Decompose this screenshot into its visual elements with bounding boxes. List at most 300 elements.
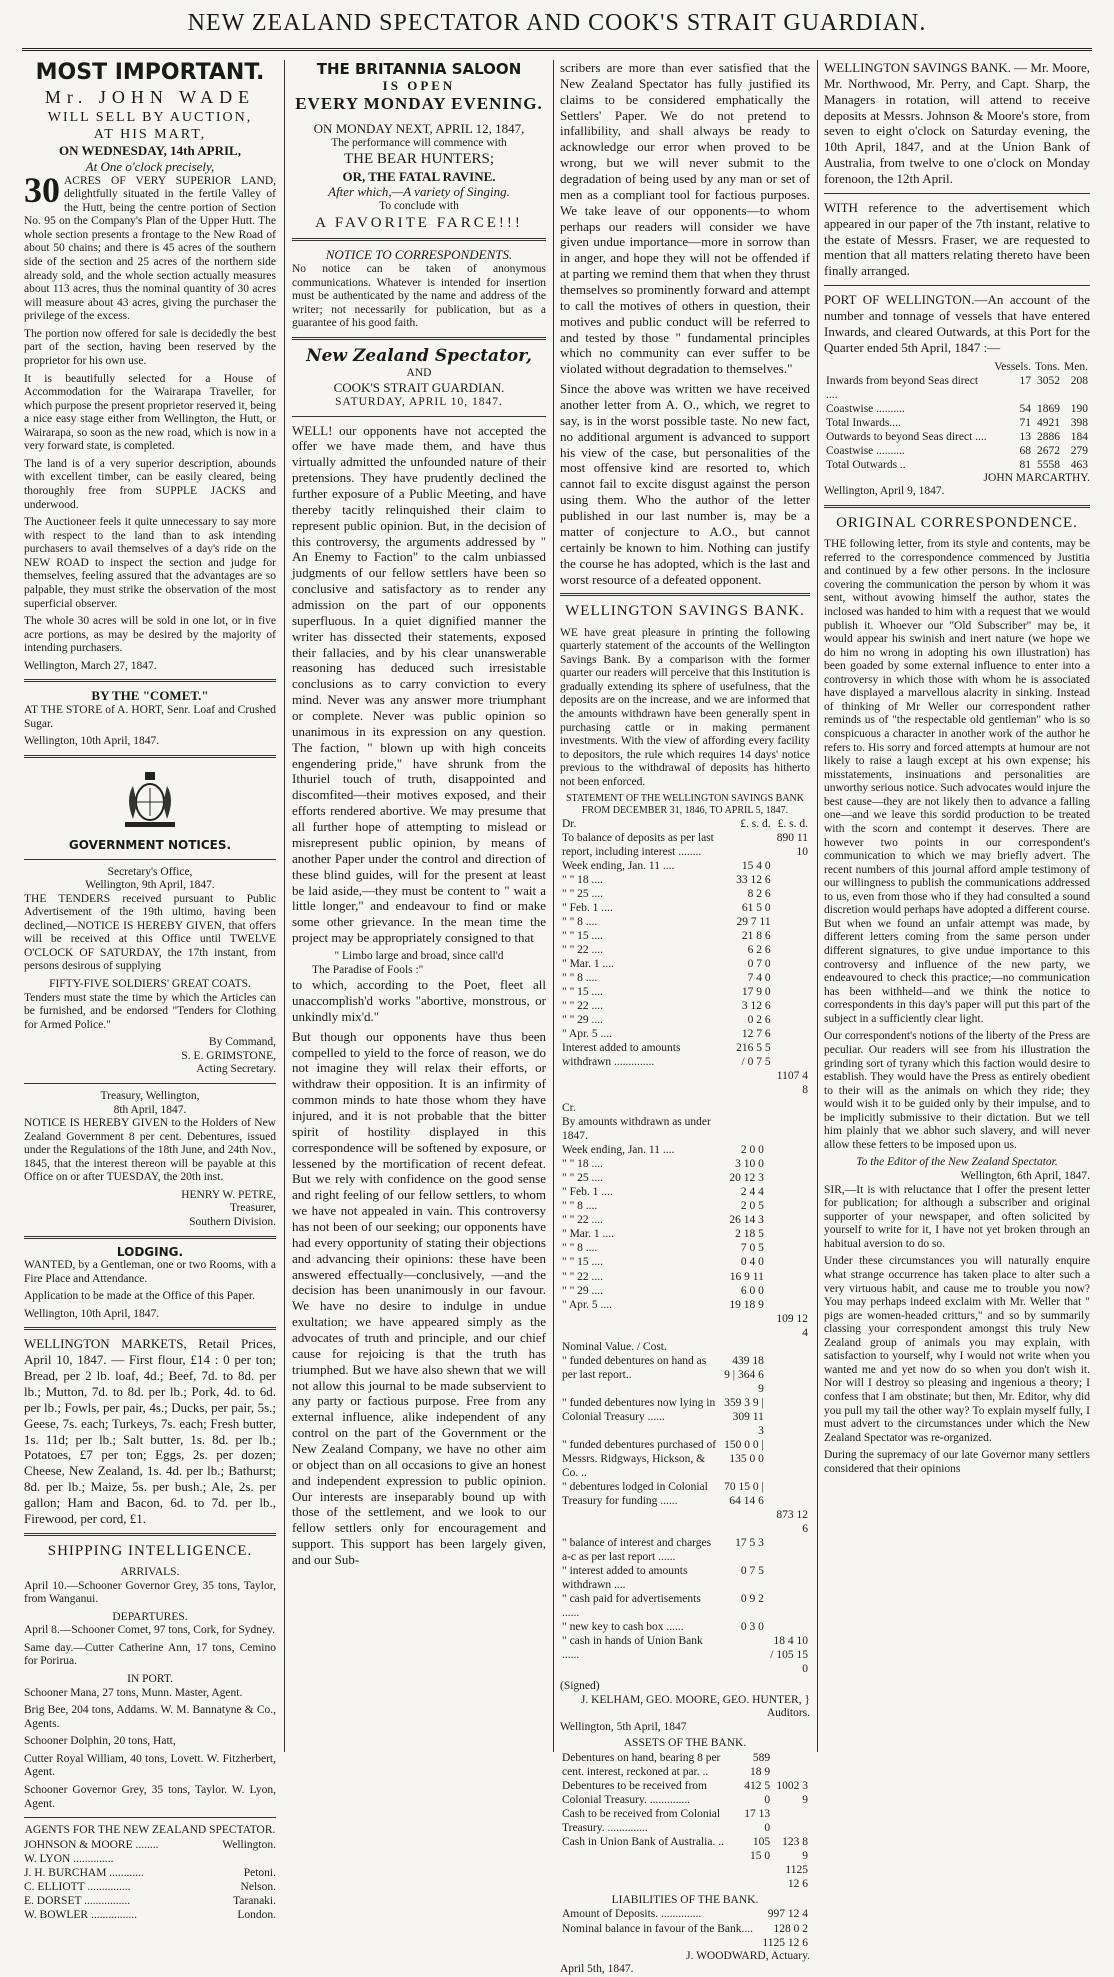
table-row bbox=[560, 1835, 810, 1863]
table-row bbox=[824, 402, 1090, 416]
gov-notice-from: Treasury, Wellington, bbox=[100, 1089, 200, 1102]
row-total: 1125 12 6 bbox=[785, 1863, 808, 1890]
row-label: " " 18 .... bbox=[562, 874, 604, 887]
row-label: Outwards to beyond Seas direct .... bbox=[826, 430, 987, 443]
comet-date: Wellington, 10th April, 1847. bbox=[24, 735, 160, 748]
row-value: 0 2 6 bbox=[747, 1014, 771, 1027]
auction-line: AT HIS MART, bbox=[93, 126, 207, 142]
table-row bbox=[824, 458, 1090, 472]
table-row bbox=[560, 1213, 810, 1227]
row-total bbox=[773, 985, 810, 999]
departures-heading: DEPARTURES. bbox=[112, 1610, 188, 1623]
bank-text: WE have great pleasure in printing the following quarterly statement of the accounts of the Wellington Savings Bank. By a comparison with the former quarter our readers will perceive that this Institution is gradually extending its sphere of usefulness, that the deposits are on the increase, and we are informed that the amounts withdrawn have been generally spent in purchasing cattle or in making permanent investments. With the view of affording every facility to depositors, the rule which requires 14 days' notice previous to the withdrawal of deposits has hitherto not been enforced. bbox=[560, 626, 810, 788]
row-label: Nominal balance in favour of the Bank.... bbox=[562, 1922, 753, 1935]
row-total bbox=[773, 1013, 810, 1027]
row-total bbox=[772, 1751, 810, 1779]
table-row bbox=[560, 985, 810, 999]
signed-label: (Signed) bbox=[560, 1679, 600, 1692]
row-label: " balance of interest and charges a-c as per last report ...... bbox=[562, 1536, 712, 1563]
table-row bbox=[560, 1863, 810, 1891]
row-label: " " 15 .... bbox=[562, 986, 604, 999]
row-label: " " 29 .... bbox=[562, 1014, 604, 1027]
row-label: " Feb. 1 .... bbox=[562, 902, 613, 915]
row-label: Week ending, Jan. 11 .... bbox=[562, 1144, 675, 1157]
row-value: 29 7 11 bbox=[736, 916, 771, 929]
row-total bbox=[766, 1284, 810, 1298]
row-value: 17 5 3 bbox=[735, 1536, 764, 1549]
row-label: " " 8 .... bbox=[562, 1242, 598, 1255]
masthead-rule bbox=[22, 48, 1092, 51]
column-divider bbox=[817, 60, 818, 1752]
column-header: Tons. bbox=[1034, 360, 1061, 373]
auction-paragraph: The land is of a very superior description, abounds with excellent timber, can be easily cleared, being thoroughly free from SUPPLE JACKS and underwood. bbox=[24, 457, 276, 511]
row-label: " " 8 .... bbox=[562, 972, 598, 985]
row-label: " Feb. 1 .... bbox=[562, 1186, 613, 1199]
row-total bbox=[773, 971, 810, 985]
shipping-heading: SHIPPING INTELLIGENCE. bbox=[47, 1542, 253, 1559]
row-total bbox=[773, 873, 810, 887]
row-total: 873 12 6 bbox=[776, 1508, 808, 1535]
auction-time: At One o'clock precisely, bbox=[85, 158, 215, 174]
row-value bbox=[722, 1340, 766, 1354]
table-row bbox=[560, 1438, 810, 1480]
row-total: 128 0 2 bbox=[773, 1922, 808, 1935]
table-row bbox=[560, 1185, 810, 1199]
row-label: " debentures lodged in Colonial Treasury for funding ...... bbox=[562, 1480, 708, 1507]
gov-notices-heading: GOVERNMENT NOTICES. bbox=[68, 837, 232, 852]
row-label: Dr. bbox=[562, 818, 577, 830]
row-label bbox=[560, 1936, 756, 1950]
lodging-text: Application to be made at the Office of this Paper. bbox=[24, 1290, 255, 1303]
table-row bbox=[560, 1298, 810, 1312]
port-signature: JOHN MARCARTHY. bbox=[983, 471, 1090, 484]
table-row bbox=[560, 1101, 810, 1115]
editorial-continued: Since the above was written we have received another letter from A. O., which, we regret to say, is in the worst possible taste. No new fact, no additional argument is advanced to support his view of the case, but personalities of the most offensive kind are resorted to, which cannot fail to excite disgust against the person using them. Who the author of the letter published in our last number is, may be a matter of conjecture to A.O., but cannot certainly be known to him. Nothing can justify the course he has adopted, which is the last and worst resource of a defeated opponent. bbox=[560, 381, 810, 587]
table-row bbox=[560, 1255, 810, 1269]
assets-heading: ASSETS OF THE BANK. bbox=[623, 1737, 747, 1750]
agent-name: W. BOWLER ................ bbox=[24, 1908, 137, 1921]
row-label: To balance of deposits as per last report, including interest ........ bbox=[562, 832, 714, 859]
row-label: Debentures on hand, bearing 8 per cent. interest, reckoned at par. .. bbox=[562, 1751, 721, 1778]
correspondence-text: Our correspondent's notions of the liberty of the Press are peculiar. Our readers will see from his illustration the grinding sort of tyrany which this faction would desire to establish. They would have the Press as entirely obedient to their will as the animals on which they ride; they would wish it to be guided only by their impulse, and to be implicitly submissive to their dictation. But we tell him plainly that we abhor such slavery, and will never allow these fetters to be imposed upon us. bbox=[824, 1030, 1090, 1151]
agent-place: Nelson. bbox=[240, 1880, 276, 1893]
agent-row bbox=[24, 1880, 276, 1894]
row-total: 1125 12 6 bbox=[762, 1936, 808, 1949]
auction-heading: MOST IMPORTANT. bbox=[35, 60, 265, 85]
row-value: 2 0 0 bbox=[740, 1144, 764, 1157]
row-total bbox=[766, 1227, 810, 1241]
row-value: 68 bbox=[1019, 444, 1031, 457]
auction-line: WILL SELL BY AUCTION, bbox=[47, 109, 253, 125]
row-label: " " 22 .... bbox=[562, 1270, 604, 1283]
row-value: 81 bbox=[1019, 458, 1031, 471]
row-total bbox=[766, 1213, 810, 1227]
gov-notice-text: Tenders must state the time by which the Articles can be furnished, and be endorsed "Tenders for Clothing for Armed Police." bbox=[24, 991, 276, 1031]
row-value bbox=[722, 1312, 766, 1340]
row-value: 17 bbox=[1019, 374, 1031, 387]
row-label: Debentures to be received from Colonial Treasury. .............. bbox=[562, 1779, 707, 1806]
row-value: 589 18 9 bbox=[749, 1751, 771, 1778]
row-total: 1107 4 8 bbox=[776, 1070, 808, 1097]
table-row bbox=[560, 1270, 810, 1284]
table-row bbox=[560, 859, 810, 873]
editorial-text: to which, according to the Poet, fleet all unaccomplish'd works "abortive, monstrous, or unkindly mix'd." bbox=[292, 977, 546, 1024]
in-port-heading: IN PORT. bbox=[127, 1673, 173, 1685]
row-total bbox=[766, 1241, 810, 1255]
statement-heading: STATEMENT OF THE WELLINGTON SAVINGS BANK FROM DECEMBER 31, 1846, TO APRIL 5, 1847. bbox=[565, 793, 804, 817]
row-label: " new key to cash box ...... bbox=[562, 1620, 684, 1633]
table-row bbox=[560, 1396, 810, 1438]
row-value: 208 bbox=[1070, 374, 1088, 387]
row-value: 17 9 0 bbox=[741, 986, 771, 999]
table-row bbox=[560, 1634, 810, 1676]
row-total bbox=[766, 1340, 810, 1354]
row-total bbox=[766, 1270, 810, 1284]
row-value: 19 18 9 bbox=[729, 1298, 764, 1311]
row-value: 20 12 3 bbox=[729, 1172, 764, 1185]
table-row bbox=[560, 1041, 810, 1069]
agent-name: J. H. BURCHAM ............ bbox=[24, 1866, 144, 1879]
row-label: " Mar. 1 .... bbox=[562, 958, 614, 971]
agent-name: C. ELLIOTT ............... bbox=[24, 1880, 131, 1893]
row-label: Cash to be received from Colonial Treasury. .............. bbox=[562, 1807, 721, 1834]
row-total bbox=[773, 901, 810, 915]
gov-notice-date: 8th April, 1847. bbox=[113, 1103, 187, 1116]
agent-row bbox=[24, 1838, 276, 1852]
table-row bbox=[560, 1751, 810, 1779]
row-total bbox=[773, 943, 810, 957]
table-row bbox=[560, 901, 810, 915]
row-value: 1869 bbox=[1037, 402, 1061, 415]
saloon-open: IS OPEN bbox=[382, 78, 456, 94]
row-total bbox=[766, 1298, 810, 1312]
row-label: " " 29 .... bbox=[562, 1284, 604, 1297]
row-total bbox=[766, 1143, 810, 1157]
row-value bbox=[722, 1101, 766, 1115]
row-label bbox=[560, 1863, 740, 1891]
row-label: Amount of Deposits. .............. bbox=[562, 1908, 702, 1921]
row-value: 21 8 6 bbox=[741, 930, 771, 943]
row-label: " " 25 .... bbox=[562, 1172, 604, 1185]
markets-text: WELLINGTON MARKETS, Retail Prices, April 10, 1847. — First flour, £14 : 0 per ton; Bread, per 2 lb. loaf, 4d.; Beef, 7d. to 8d. per lb.; Mutton, 7d. to 8d. per lb.; Pork, 4d. to 6d. per lb.; Fowls, per pair, 4s.; Ducks, per pair, 5s.; Geese, 7s. each; Turkeys, 7s. each; Fresh butter, 1s. 11d; per lb.; Salt butter, 1s. 8d. per lb.; Potatoes, £7 per ton; Eggs, 2s. per dozen; Cheese, New Zealand, 1s. 4d. per lb.; Bathurst; 8d. per lb.; Maize, 5s. per bush.; Ale, 2s. per gallon; Ham and Bacon, 6d. to 7d. per lb., Firewood, per cord, £1. bbox=[24, 1336, 276, 1526]
column-2 bbox=[292, 60, 546, 1752]
gov-notice-date: Wellington, 9th April, 1847. bbox=[85, 879, 215, 892]
row-value: 0 7 0 bbox=[747, 958, 771, 971]
row-value: 13 bbox=[1019, 430, 1031, 443]
saloon-line: THE BEAR HUNTERS; bbox=[344, 151, 494, 168]
comet-text: AT THE STORE of A. HORT, Senr. Loaf and Crushed Sugar. bbox=[24, 704, 276, 730]
row-total: £. s. d. bbox=[777, 818, 808, 830]
auctioneer-name: Mr. JOHN WADE bbox=[44, 86, 256, 107]
table-row bbox=[560, 929, 810, 943]
row-value: 105 15 0 bbox=[749, 1835, 771, 1862]
row-label bbox=[560, 1508, 722, 1536]
row-total bbox=[766, 1171, 810, 1185]
table-row bbox=[560, 1807, 810, 1835]
row-total bbox=[766, 1438, 810, 1480]
row-total bbox=[773, 915, 810, 929]
notice-text: No notice can be taken of anonymous communications. Whatever is intended for insertion must be authenticated by the name and address of the writer; not necessarily for publication, but as a guarantee of his good faith. bbox=[292, 263, 546, 330]
row-label: " " 15 .... bbox=[562, 930, 604, 943]
row-value: 0 3 0 bbox=[740, 1620, 764, 1633]
row-total bbox=[766, 1115, 810, 1143]
arrivals-heading: ARRIVALS. bbox=[120, 1566, 180, 1579]
in-port-entry: Cutter Royal William, 40 tons, Lovett. W. Fitzherbert, Agent. bbox=[24, 1752, 276, 1779]
row-total bbox=[773, 957, 810, 971]
row-label: " Apr. 5 .... bbox=[562, 1298, 613, 1311]
auction-date: ON WEDNESDAY, 14th APRIL, bbox=[59, 142, 241, 158]
departure-entry: April 8.—Schooner Comet, 97 tons, Cork, for Sydney. bbox=[24, 1624, 275, 1637]
table-row bbox=[560, 1508, 810, 1536]
agent-row bbox=[24, 1866, 276, 1880]
table-row bbox=[824, 374, 1090, 402]
masthead: NEW ZEALAND SPECTATOR AND COOK'S STRAIT GUARDIAN. bbox=[187, 10, 927, 36]
row-label: " " 15 .... bbox=[562, 1256, 604, 1269]
port-text: PORT OF WELLINGTON.—An account of the number and tonnage of vessels that have entered Inwards, and cleared Outwards, at this Port for the Quarter ended 5th April, 1847 :— bbox=[824, 292, 1090, 355]
agent-place: Taranaki. bbox=[233, 1894, 276, 1907]
row-label: Coastwise .......... bbox=[826, 444, 905, 457]
row-label: " funded debentures on hand as per last report.. bbox=[562, 1354, 707, 1381]
table-row bbox=[560, 1241, 810, 1255]
table-row bbox=[560, 1936, 810, 1950]
row-label: " " 22 .... bbox=[562, 1214, 604, 1227]
royal-crest-icon bbox=[105, 764, 195, 834]
row-label: Cr. bbox=[562, 1102, 576, 1115]
row-value: 7 0 5 bbox=[740, 1242, 764, 1255]
row-value: 0 7 5 bbox=[740, 1564, 764, 1577]
row-total: 997 12 4 bbox=[767, 1908, 808, 1921]
row-value: £. s. d. bbox=[740, 818, 771, 830]
port-table bbox=[824, 360, 1090, 472]
row-total: 109 12 4 bbox=[776, 1312, 808, 1339]
row-total bbox=[766, 1592, 810, 1620]
column-1 bbox=[24, 60, 276, 1921]
row-value: 2 18 5 bbox=[735, 1228, 764, 1241]
row-label bbox=[560, 1069, 728, 1097]
row-total bbox=[766, 1157, 810, 1171]
row-label: Total Outwards .. bbox=[826, 458, 906, 471]
liabilities-heading: LIABILITIES OF THE BANK. bbox=[611, 1893, 759, 1906]
editorial-text: WELL! our opponents have not accepted the offer we have made them, and have thus virtually admitted the unfounded nature of their pretensions. They have prudently declined the further exposure of a Public Meeting, and have thereby tacitly relinquished their claim to represent public opinion. But, in the decision of this controversy, the arguments addressed by " An Enemy to Faction" to the calm unbiassed judgments of our fellow settlers have been so conclusive and satisfactory as to render any admission on the part of our opponents superfluous. In a quiet dignified manner the writer has dissected their statements, exposed their fallacies, and by his clear unanswerable reasoning has deduced such irresistable conclusions as to carry conviction to every mind. Never was any answer more triumphant or complete. Never was public opinion so unanimous in its expression on any question. The faction, " blown up with high conceits engendering pride," have shrunk from the Ithuriel touch of truth, disappointed and discomfited—their motives exposed, and their efforts rendered abortive. We may presume that all further hope of attempting to mislead or misrepresent public opinion, by means of another Paper under the control and direction of these blind guides, will for the present at least be laid aside,—they must be content to " wait a little longer," and endeavour to find or make some other grievance. In the mean time the project may be appropriately consigned to that bbox=[292, 422, 546, 946]
row-total bbox=[766, 1620, 810, 1634]
row-total bbox=[773, 929, 810, 943]
saloon-line: To conclude with bbox=[379, 200, 459, 213]
table-row bbox=[560, 1536, 810, 1564]
row-value bbox=[722, 1508, 766, 1536]
row-label: Nominal Value. / Cost. bbox=[562, 1340, 667, 1353]
gov-notice-text: NOTICE IS HEREBY GIVEN to the Holders of New Zealand Government 8 per cent. Debentures, issued under the Regulations of the 18th June, and 24th Nov., 1845, that the interest thereon will be payable at this Office on or after TUESDAY, the 20th inst. bbox=[24, 1117, 276, 1184]
row-value: 463 bbox=[1070, 458, 1088, 471]
table-row bbox=[560, 831, 810, 859]
table-row bbox=[560, 1922, 810, 1936]
in-port-entry: Schooner Mana, 27 tons, Munn. Master, Agent. bbox=[24, 1686, 243, 1699]
row-total: 1002 3 9 bbox=[776, 1779, 808, 1806]
row-total bbox=[766, 1185, 810, 1199]
table-row bbox=[560, 1480, 810, 1508]
gov-notice-signature: HENRY W. PETRE, bbox=[181, 1188, 276, 1201]
table-row bbox=[560, 1354, 810, 1396]
table-row bbox=[560, 1171, 810, 1185]
gov-notice-item: FIFTY-FIVE SOLDIERS' GREAT COATS. bbox=[49, 978, 251, 991]
saloon-heading: THE BRITANNIA SALOON bbox=[316, 60, 522, 78]
row-value: 216 5 5 / 0 7 5 bbox=[736, 1042, 771, 1069]
gov-notice-role: Southern Division. bbox=[189, 1216, 276, 1229]
debit-table bbox=[560, 817, 810, 1097]
auction-paragraph: The Auctioneer feels it quite unnecessary to say more with respect to the land than to ask intending purchasers to avail themselves of a day's ride on the NEW ROAD to inspect the section and judge for themselves, feeling assured that the advantages are so palpable, they must strike the observation of the most superficial observer. bbox=[24, 516, 276, 610]
saloon-line: After which,—A variety of Singing. bbox=[328, 184, 510, 200]
row-value: 279 bbox=[1070, 444, 1088, 457]
row-total bbox=[766, 1354, 810, 1396]
gov-notice-from: Secretary's Office, bbox=[107, 865, 193, 878]
paper-date: SATURDAY, APRIL 10, 1847. bbox=[335, 396, 503, 409]
row-label: " " 8 .... bbox=[562, 1200, 598, 1213]
table-row bbox=[560, 1199, 810, 1213]
row-value: 0 4 0 bbox=[740, 1256, 764, 1269]
row-label: " funded debentures purchased of Messrs. Ridgways, Hickson, & Co. .. bbox=[562, 1438, 717, 1479]
agent-place: London. bbox=[237, 1908, 276, 1921]
row-value bbox=[722, 1115, 766, 1143]
agent-row bbox=[24, 1908, 276, 1922]
row-label: " funded debentures now lying in Colonial Treasury ...... bbox=[562, 1396, 716, 1423]
row-label bbox=[560, 1312, 722, 1340]
row-value: 5558 bbox=[1037, 458, 1061, 471]
row-value bbox=[728, 1069, 772, 1097]
notice-heading: NOTICE TO CORRESPONDENTS. bbox=[325, 247, 513, 263]
row-total bbox=[766, 1396, 810, 1438]
lodging-date: Wellington, 10th April, 1847. bbox=[24, 1307, 160, 1320]
arrival-entry: April 10.—Schooner Governor Grey, 35 tons, Taylor, from Wanganui. bbox=[24, 1579, 276, 1606]
row-value: 26 14 3 bbox=[729, 1214, 764, 1227]
auction-paragraph: It is beautifully selected for a House of Accommodation for the Wairarapa Traveller, for which purpose the present proprietor reserved it, being a nice easy stage either from Wellington, the Hutt, or Wairarapa, so soon as the new road, which is now in a very forward state, is completed. bbox=[24, 372, 276, 453]
column-4 bbox=[824, 60, 1090, 1752]
row-value: 70 15 0 | 64 14 6 bbox=[724, 1480, 764, 1507]
table-row bbox=[560, 957, 810, 971]
row-value: 8 2 6 bbox=[747, 888, 771, 901]
comet-heading: BY THE "COMET." bbox=[91, 688, 209, 704]
table-row bbox=[560, 1069, 810, 1097]
row-total bbox=[766, 1255, 810, 1269]
table-row bbox=[560, 1592, 810, 1620]
saloon-every: EVERY MONDAY EVENING. bbox=[295, 94, 543, 114]
saloon-line: ON MONDAY NEXT, APRIL 12, 1847, bbox=[313, 120, 525, 136]
bank-heading: WELLINGTON SAVINGS BANK. bbox=[565, 603, 805, 620]
row-value: 71 bbox=[1019, 416, 1031, 429]
fraser-notice: WITH reference to the advertisement which appeared in our paper of the 7th instant, relative to the estate of Messrs. Fraser, we are requested to mention that all matters relating thereto have been finally arranged. bbox=[824, 199, 1090, 279]
agent-name: W. LYON .............. bbox=[24, 1852, 114, 1865]
port-date: Wellington, April 9, 1847. bbox=[824, 485, 945, 498]
row-label: Week ending, Jan. 11 .... bbox=[562, 860, 675, 873]
row-value: 15 4 0 bbox=[741, 860, 771, 873]
row-value: 6 2 6 bbox=[747, 944, 771, 957]
table-header-row bbox=[824, 360, 1090, 374]
letter-text: SIR,—It is with reluctance that I offer the present letter for publication; for although a subscriber and original supporter of your newspaper, and often solicited by yourself to write for it, I have not yet broken through an habitual aversion to do so. bbox=[824, 1183, 1090, 1250]
row-label: Interest added to amounts withdrawn .............. bbox=[562, 1042, 681, 1069]
row-value: 190 bbox=[1070, 402, 1088, 415]
table-row bbox=[560, 873, 810, 887]
table-row bbox=[560, 817, 810, 831]
credit-table bbox=[560, 1101, 810, 1676]
paper-name-2: COOK'S STRAIT GUARDIAN. bbox=[333, 380, 505, 396]
row-total bbox=[773, 859, 810, 873]
row-total bbox=[773, 1027, 810, 1041]
row-total: 890 11 10 bbox=[776, 832, 808, 859]
row-value: 439 18 9 | 364 6 9 bbox=[724, 1354, 764, 1395]
row-total: 18 4 10 / 105 15 0 bbox=[770, 1634, 808, 1675]
lodging-heading: LODGING. bbox=[116, 1244, 184, 1259]
gov-notice-by: By Command, bbox=[208, 1036, 276, 1049]
row-label: " " 18 .... bbox=[562, 1158, 604, 1171]
agent-row bbox=[24, 1894, 276, 1908]
row-total bbox=[766, 1480, 810, 1508]
correspondence-heading: ORIGINAL CORRESPONDENCE. bbox=[836, 514, 1078, 531]
paper-and: AND bbox=[406, 366, 432, 379]
row-label: " " 8 .... bbox=[562, 916, 598, 929]
row-label: " Apr. 5 .... bbox=[562, 1028, 613, 1041]
agents-heading: AGENTS FOR THE NEW ZEALAND SPECTATOR. bbox=[24, 1824, 276, 1837]
table-row bbox=[560, 915, 810, 929]
in-port-entry: Schooner Dolphin, 20 tons, Hatt, bbox=[24, 1735, 176, 1748]
table-row bbox=[560, 1115, 810, 1143]
saloon-line: The performance will commence with bbox=[331, 136, 507, 149]
row-value bbox=[722, 1634, 766, 1676]
row-value: 33 12 6 bbox=[736, 874, 771, 887]
row-label: Inwards from beyond Seas direct .... bbox=[826, 374, 979, 401]
departure-entry: Same day.—Cutter Catherine Ann, 17 tons, Cemino for Porirua. bbox=[24, 1641, 276, 1668]
row-label: " cash paid for advertisements ...... bbox=[562, 1592, 701, 1619]
row-value: 2672 bbox=[1037, 444, 1061, 457]
table-row bbox=[560, 1312, 810, 1340]
row-value: 3 12 6 bbox=[741, 1000, 771, 1013]
row-label: " " 22 .... bbox=[562, 1000, 604, 1013]
row-value: 2 4 4 bbox=[740, 1186, 764, 1199]
auction-paragraph: The whole 30 acres will be sold in one lot, or in five acre portions, as may be desired by the majority of intending purchasers. bbox=[24, 615, 276, 655]
correspondence-text: THE following letter, from its style and contents, may be referred to the correspondence commenced by Justitia and continued by a few other persons. In the inclosure covering the communication the person by whom it was sent, without avowing himself the author, states the inclosed was handed to him with a request that we would publish it. Whoever our "Old Subscriber" may be, it would appear his swinish and inert nature (we hope we do him no wrong in adopting his own illustration) has been goaded by some external influence to enter into a controversy in which those with whom he is associated have displayed a marvellous alacrity in sinking. Instead of thinking of Mr Weller our correspondent rather reminds us of "the respectable old gentleman" who is so conspicuous a character in another work of the author he refers to. His sorry and forced attempts at humour are not likely to raise a laugh except at his own expense; his misstatements, insinuations and personalities are unworthy serious notice. Such advocates would injure the best cause—they are not likely then to advance a falling one—and we leave this sordid production to be treated with the scorn and contempt it deserves. There are however two points in our correspondent's communication to which we may briefly advert. The recent numbers of this journal afford ample testimony of our willingness to publish the communications addressed to us, even from those who if they had consulted a sound discretion would perhaps have adopted a different course. But when we found an unfair attempt was made, by different letters coming from the same person under different signatures, to give undue importance to this controversy and influence of the new party, we endeavoured to check this practice;—no communication has been withheld—and we think the notice to correspondents in this day's paper will put this part of the subject in a sufficiently clear light. bbox=[824, 538, 1090, 1025]
in-port-entry: Schooner Governor Grey, 35 tons, Taylor. W. Lyon, Agent. bbox=[24, 1783, 276, 1810]
sign-date: Wellington, 5th April, 1847 bbox=[560, 1720, 687, 1733]
gov-notice-signature: S. E. GRIMSTONE, bbox=[181, 1049, 276, 1062]
row-total bbox=[773, 999, 810, 1013]
table-row bbox=[560, 1907, 810, 1921]
lodging-text: WANTED, by a Gentleman, one or two Rooms, with a Fire Place and Attendance. bbox=[24, 1259, 276, 1285]
table-row bbox=[560, 1564, 810, 1592]
row-total bbox=[766, 1536, 810, 1564]
row-value: 3052 bbox=[1037, 374, 1061, 387]
table-row bbox=[560, 1013, 810, 1027]
row-total bbox=[773, 1041, 810, 1069]
agent-row bbox=[24, 1852, 276, 1866]
agent-place: Petoni. bbox=[243, 1866, 276, 1879]
row-value bbox=[728, 831, 772, 859]
letter-date: Wellington, 6th April, 1847. bbox=[960, 1170, 1090, 1183]
column-divider bbox=[284, 60, 285, 1752]
table-row bbox=[560, 1779, 810, 1807]
paper-name: New Zealand Spectator, bbox=[306, 345, 532, 366]
row-value: 7 4 0 bbox=[747, 972, 771, 985]
row-value: 54 bbox=[1019, 402, 1031, 415]
row-label: " cash in hands of Union Bank ...... bbox=[562, 1634, 703, 1661]
table-row bbox=[560, 1620, 810, 1634]
letter-addressee: To the Editor of the New Zealand Spectator. bbox=[856, 1156, 1058, 1169]
row-value: 17 13 0 bbox=[744, 1807, 771, 1834]
row-value: 0 9 2 bbox=[740, 1592, 764, 1605]
table-row bbox=[560, 887, 810, 901]
table-row bbox=[560, 1284, 810, 1298]
in-port-entry: Brig Bee, 204 tons, Addams. W. M. Bannatyne & Co., Agents. bbox=[24, 1704, 276, 1730]
drop-number: 30 bbox=[24, 169, 60, 210]
agent-name: JOHNSON & MOORE ........ bbox=[24, 1838, 159, 1851]
column-header: Men. bbox=[1064, 360, 1088, 373]
row-label: By amounts withdrawn as under 1847. bbox=[562, 1116, 711, 1143]
